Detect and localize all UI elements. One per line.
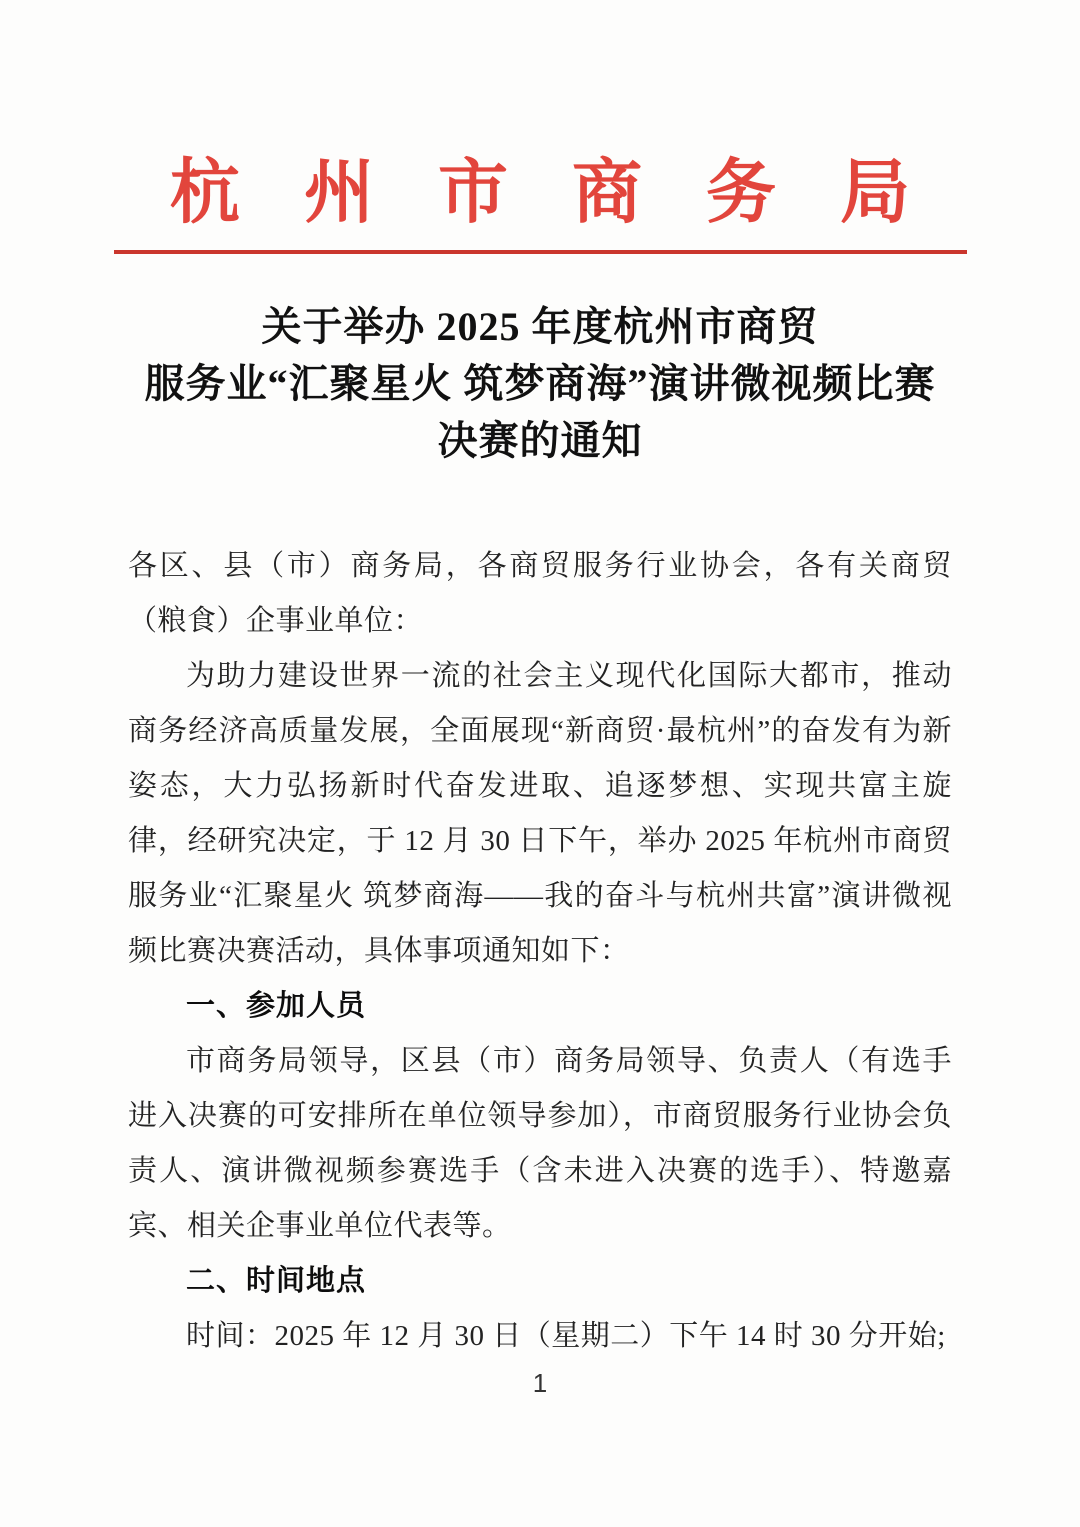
document-body xyxy=(128,539,952,1364)
notice-title-line-2: 服务业“汇聚星火 筑梦商海”演讲微视频比赛 xyxy=(144,361,936,406)
letterhead-char: 市 xyxy=(438,155,508,232)
notice-title-line-1: 关于举办 2025 年度杭州市商贸 xyxy=(261,304,819,349)
notice-title-line-3: 决赛的通知 xyxy=(437,418,643,463)
section-heading-time-location: 二、时间地点 xyxy=(186,1265,367,1297)
page-number: 1 xyxy=(532,1368,548,1398)
letterhead-char: 务 xyxy=(706,155,776,232)
letterhead-char: 杭 xyxy=(170,155,240,232)
participants-paragraph: 市商务局领导，区县（市）商务局领导、负责人（有选手进入决赛的可安排所在单位领导参加），市商贸服务行业协会负责人、演讲微视频参赛选手（含未进入决赛的选手）、特邀嘉宾、相关企事业单位代表等。 xyxy=(128,1045,952,1242)
letterhead-char: 商 xyxy=(572,155,642,232)
letterhead-agency-name xyxy=(170,0,910,236)
letterhead-divider xyxy=(114,250,967,254)
section-heading-participants: 一、参加人员 xyxy=(186,990,367,1022)
letterhead-char: 局 xyxy=(840,155,910,232)
intro-paragraph: 为助力建设世界一流的社会主义现代化国际大都市，推动商务经济高质量发展，全面展现“新商贸·最杭州”的奋发有为新姿态，大力弘扬新时代奋发进取、追逐梦想、实现共富主旋律，经研究决定，于 12 月 30 日下午，举办 2025 年杭州市商贸服务业“汇聚星火 筑梦商海——我的奋斗与杭州共富”演讲微视频比赛决赛活动，具体事项通知如下： xyxy=(128,660,952,967)
salutation-paragraph: 各区、县（市）商务局，各商贸服务行业协会，各有关商贸（粮食）企事业单位： xyxy=(128,550,952,637)
notice-title xyxy=(0,298,1080,469)
time-paragraph: 时间：2025 年 12 月 30 日（星期二）下午 14 时 30 分开始; xyxy=(186,1320,946,1352)
letterhead-char: 州 xyxy=(304,155,374,232)
